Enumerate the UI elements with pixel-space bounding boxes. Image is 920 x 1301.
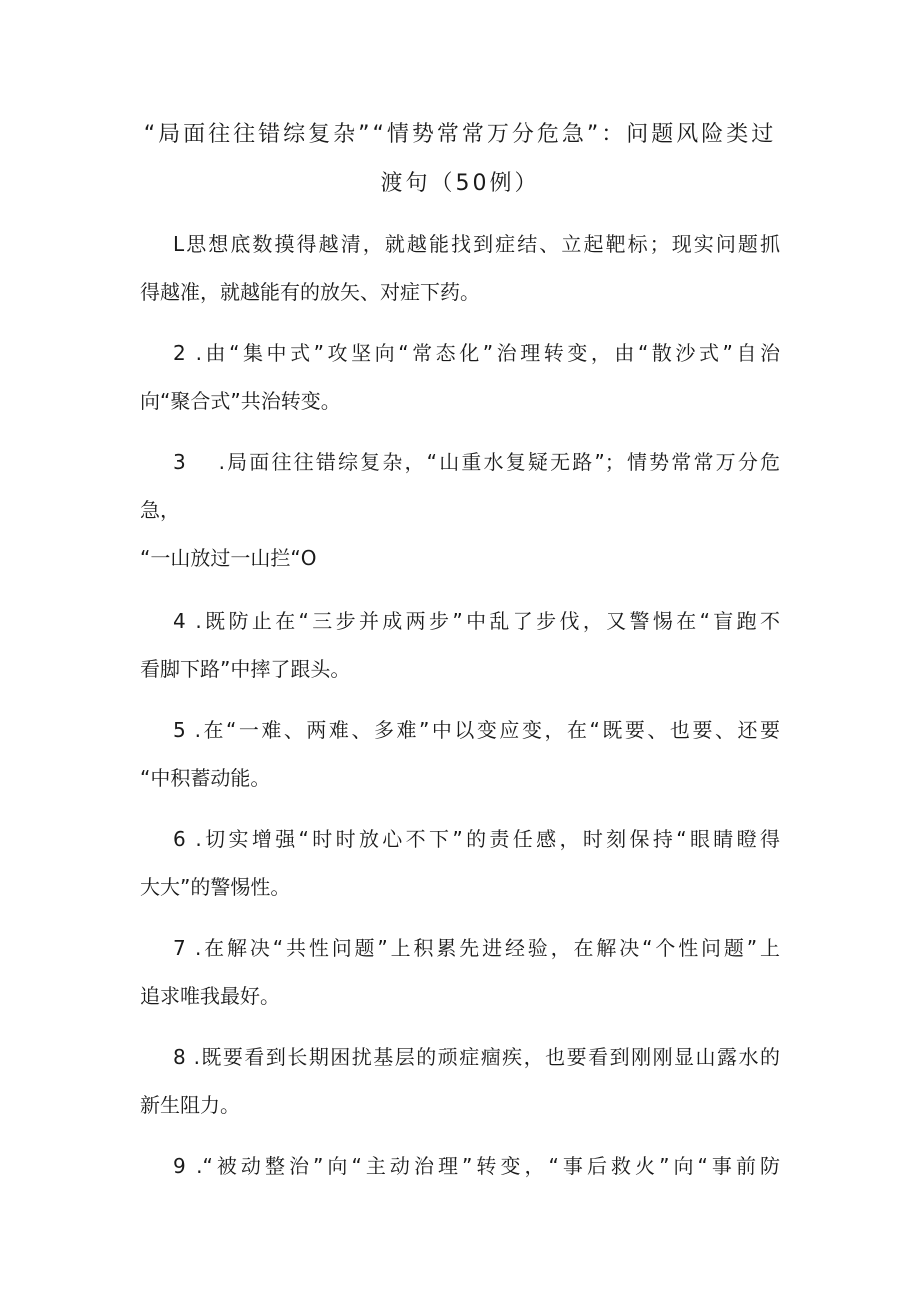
item-7-line-1: 7 .在解决“共性问题”上积累先进经验，在解决“个性问题”上 xyxy=(173,936,780,960)
item-5-line-2: “中积蓄动能。 xyxy=(140,766,271,790)
item-5-line-1: 5 .在“一难、两难、多难”中以变应变，在“既要、也要、还要 xyxy=(173,718,780,742)
item-4-line-2: 看脚下路”中摔了跟头。 xyxy=(140,657,351,681)
item-3-line-2: 急， xyxy=(140,498,180,522)
document-title-line-2: 渡句（50例） xyxy=(380,171,540,196)
item-8-line-1: 8 .既要看到长期困扰基层的顽症痼疾，也要看到刚刚显山露水的 xyxy=(173,1045,780,1069)
item-7-line-2: 追求唯我最好。 xyxy=(140,984,280,1008)
item-8-line-2: 新生阻力。 xyxy=(140,1093,240,1117)
item-6-line-1: 6 .切实增强“时时放心不下”的责任感，时刻保持“眼睛瞪得 xyxy=(173,827,780,851)
document-title-line-1: “局面往往错综复杂”“情势常常万分危急”：问题风险类过 xyxy=(143,122,777,147)
item-1-line-1: L思想底数摸得越清，就越能找到症结、立起靶标；现实问题抓 xyxy=(173,232,780,256)
item-3-line-3: “一山放过一山拦“O xyxy=(140,546,317,570)
item-1-line-2: 得越准，就越能有的放矢、对症下药。 xyxy=(140,280,480,304)
item-2-line-1: 2 .由“集中式”攻坚向“常态化”治理转变，由“散沙式”自治 xyxy=(173,341,780,365)
item-2-line-2: 向“聚合式”共治转变。 xyxy=(140,389,341,413)
item-9-line-1: 9 .“被动整治”向“主动治理”转变，“事后救火”向“事前防 xyxy=(173,1154,780,1178)
item-4-line-1: 4 .既防止在“三步并成两步”中乱了步伐，又警惕在“盲跑不 xyxy=(173,609,780,633)
item-6-line-2: 大大”的警惕性。 xyxy=(140,875,291,899)
item-3-line-1: 3 .局面往往错综复杂，“山重水复疑无路”；情势常常万分危 xyxy=(173,450,780,474)
